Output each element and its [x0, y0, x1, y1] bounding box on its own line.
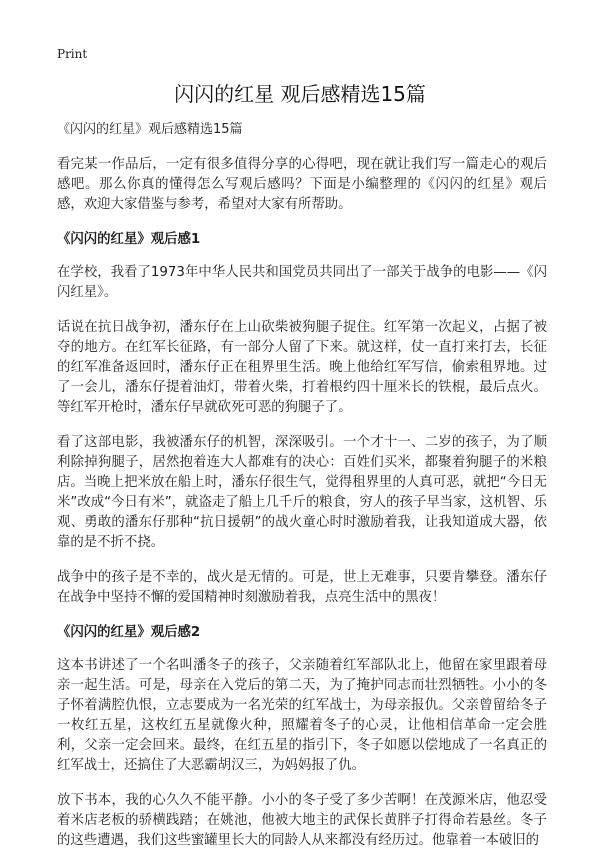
section-1-paragraph-4: 战争中的孩子是不幸的，战火是无情的。可是，世上无难事，只要肯攀登。潘东仔在战争中坚持不懈的爱国精神时刻激励着我，点亮生活中的黑夜！	[57, 570, 547, 605]
article-body	[57, 120, 547, 866]
section-1-paragraph-1: 在学校，我看了1973年中华人民共和国党员共同出了一部关于战争的电影——《闪闪红星》。	[57, 265, 547, 300]
section-1-paragraph-3: 看了这部电影，我被潘东仔的机智，深深吸引。一个才十一、二岁的孩子，为了顺利除掉狗腿子，居然抱着连大人都难有的决心：百姓们买米，都聚着狗腿子的米粮店。当晚上把米放在船上时，潘东仔很生气，觉得租界里的人真可恶，就把“今日无米”改成“今日有米”，就盗走了船上几千斤的粮食，穷人的孩子早当家，这机智、乐观、勇敢的潘东仔那种“抗日援朝”的战火童心时时激励着我，让我知道成大器，依靠的是不折不挠。	[57, 435, 547, 550]
section-2-paragraph-1: 这本书讲述了一个名叫潘冬子的孩子，父亲随着红军部队北上，他留在家里跟着母亲一起生活。可是，母亲在入党后的第二天，为了掩护同志而壮烈牺牲。小小的冬子怀着满腔仇恨，立志要成为一名光荣的红军战士，为母亲报仇。父亲曾留给冬子一枚红五星，这枚红五星就像火种，照耀着冬子的心灵，让他相信革命一定会胜利，父亲一定会回来。最终，在红五星的指引下，冬子如愿以偿地成了一名真正的红军战士，还搞住了大恶霸胡汉三，为妈妈报了仇。	[57, 658, 547, 773]
section-heading-1: 《闪闪的红星》观后感1	[57, 232, 201, 247]
page-title: 闪闪的红星 观后感精选15篇	[174, 82, 426, 106]
print-link[interactable]: Print	[57, 47, 88, 61]
intro-paragraph: 看完某一作品后，一定有很多值得分享的心得吧，现在就让我们写一篇走心的观后感吧。那么你真的懂得怎么写观后感吗？下面是小编整理的《闪闪的红星》观后感，欢迎大家借鉴与参考，希望对大家有所帮助。	[57, 157, 547, 212]
article-subtitle: 《闪闪的红星》观后感精选15篇	[57, 122, 243, 137]
section-2-paragraph-2: 放下书本，我的心久久不能平静。小小的冬子受了多少苦啊！在茂源米店，他忍受着米店老板的骄横践踏；在姚池，他被大地主的武保长黄胖子打得命若悬丝。冬子的这些遭遇，我们这些蜜罐里长大的同龄人从来都没有经历过。他靠着一本破旧的	[57, 793, 547, 848]
section-1-paragraph-2: 话说在抗日战争初，潘东仔在上山砍柴被狗腿子捉住。红军第一次起义，占据了被夺的地方。在红军长征路，有一部分人留了下来。就这样，仗一直打来打去，长征的红军准备返回时，潘东仔正在租界里生活。晚上他给红军写信，偷索租界地。过了一会儿，潘东仔提着油灯，带着火柴，打着根约四十厘米长的铁棍，最后点火。等红军开枪时，潘东仔早就砍死可恶的狗腿子了。	[57, 320, 547, 415]
section-heading-2: 《闪闪的红星》观后感2	[57, 625, 201, 640]
